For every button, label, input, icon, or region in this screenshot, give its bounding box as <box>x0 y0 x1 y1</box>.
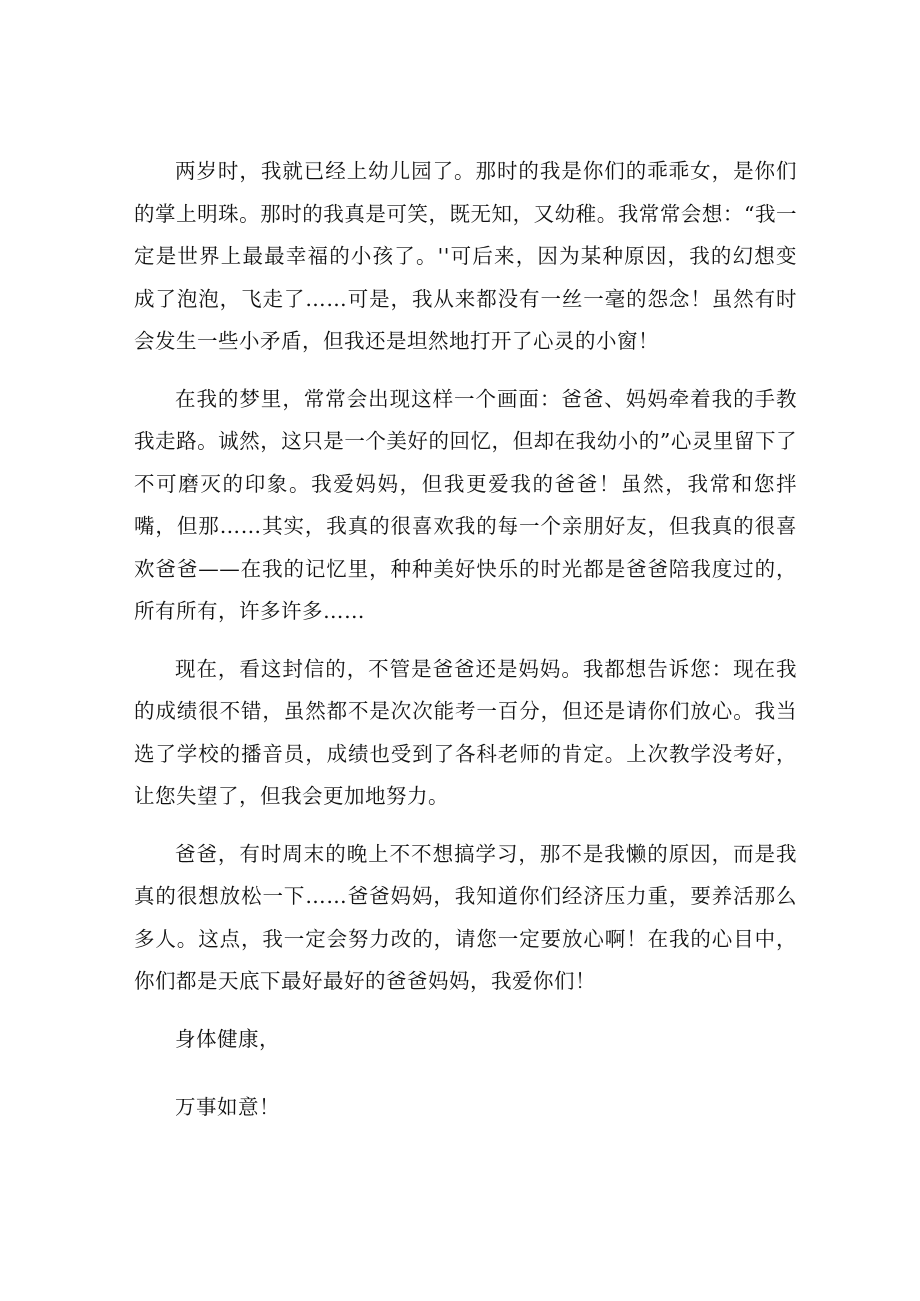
closing-wish-health: 身体健康， <box>175 1026 280 1051</box>
closing-wish-luck: 万事如意！ <box>175 1095 280 1119</box>
letter-body <box>134 150 797 1155</box>
paragraph-dream: 在我的梦里，常常会出现这样一个画面：爸爸、妈妈牵着我的手教我走路。诚然，这只是一个美好的回忆，但却在我幼小的”心灵里留下了不可磨灭的印象。我爱妈妈，但我更爱我的爸爸！虽然，我常和您拌嘴，但那……其实，我真的很喜欢我的每一个亲朋好友，但我真的很喜欢爸爸——在我的记忆里，种种美好快乐的时光都是爸爸陪我度过的，所有所有，许多许多…… <box>134 386 797 623</box>
paragraph-grades: 现在，看这封信的，不管是爸爸还是妈妈。我都想告诉您：现在我的成绩很不错，虽然都不是次次能考一百分，但还是请你们放心。我当选了学校的播音员，成绩也受到了各科老师的肯定。上次教学没考好，让您失望了，但我会更加地努力。 <box>134 656 797 808</box>
paragraph-weekend: 爸爸，有时周末的晚上不不想搞学习，那不是我懒的原因，而是我真的很想放松一下……爸爸妈妈，我知道你们经济压力重，要养活那么多人。这点，我一定会努力改的，请您一定要放心啊！在我的心目中，你们都是天底下最好最好的爸爸妈妈，我爱你们！ <box>134 841 797 993</box>
paragraph-childhood: 两岁时，我就已经上幼儿园了。那时的我是你们的乖乖女，是你们的掌上明珠。那时的我真是可笑，既无知，又幼稚。我常常会想：“我一定是世界上最最幸福的小孩了。''可后来，因为某种原因，我的幻想变成了泡泡，飞走了……可是，我从来都没有一丝一毫的怨念！虽然有时会发生一些小矛盾，但我还是坦然地打开了心灵的小窗！ <box>134 159 797 353</box>
